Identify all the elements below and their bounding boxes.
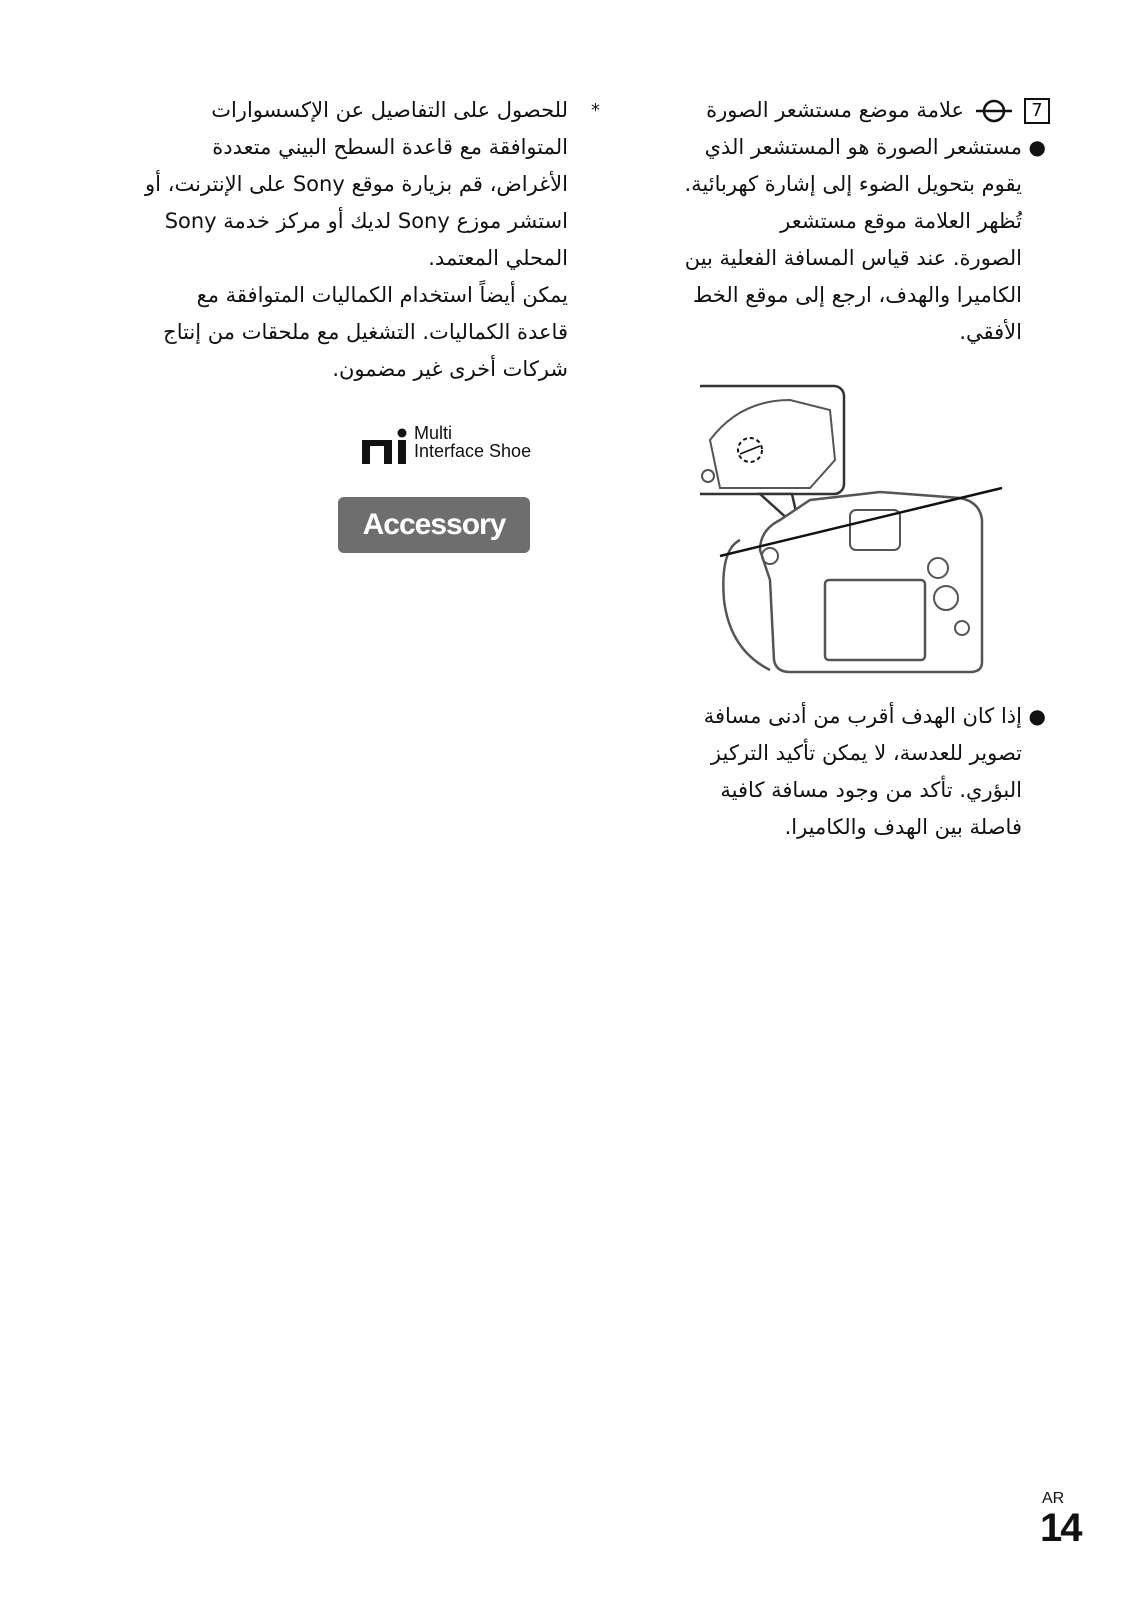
item-number: 7 xyxy=(1024,98,1050,124)
image-sensor-mark-icon xyxy=(976,99,1012,123)
right-column-lower xyxy=(620,698,1050,846)
footnote-line-4: استشر موزع Sony لديك أو مركز خدمة Sony xyxy=(164,209,568,233)
footnote xyxy=(118,92,600,388)
footnote-line-7: قاعدة الكماليات. التشغيل مع ملحقات من إنتاج xyxy=(163,320,568,344)
mi-logo-line-1: Multi xyxy=(414,423,453,443)
mi-logo-text xyxy=(414,424,531,460)
bullet-icon: ● xyxy=(1028,704,1046,728)
bullet-sensor-description xyxy=(620,129,1050,351)
item-title: علامة موضع مستشعر الصورة xyxy=(706,98,964,122)
mi-logo-line-2: Interface Shoe xyxy=(414,441,532,461)
footnote-line-6: يمكن أيضاً استخدام الكماليات المتوافقة مع xyxy=(196,283,568,307)
camera-illustration xyxy=(700,380,1006,684)
bullet1-line-6: الأفقي. xyxy=(959,320,1022,344)
bullet-icon: ● xyxy=(1028,135,1046,159)
footnote-line-1: للحصول على التفاصيل عن الإكسسوارات xyxy=(211,98,568,122)
bullet2-line-4: فاصلة بين الهدف والكاميرا. xyxy=(784,815,1022,839)
bullet-minimum-distance xyxy=(620,698,1050,846)
bullet1-line-4: الصورة. عند قياس المسافة الفعلية بين xyxy=(684,246,1022,270)
page-language: AR xyxy=(1042,1490,1065,1507)
bullet2-line-1: إذا كان الهدف أقرب من أدنى مسافة xyxy=(703,704,1022,728)
bullet2-line-2: تصوير للعدسة، لا يمكن تأكيد التركيز xyxy=(710,741,1022,765)
right-column xyxy=(620,92,1050,351)
bullet1-line-1: مستشعر الصورة هو المستشعر الذي xyxy=(704,135,1022,159)
footnote-line-3: الأغراض، قم بزيارة موقع Sony على الإنترنت، أو xyxy=(145,172,568,196)
item-heading xyxy=(620,92,1050,129)
bullet1-line-2: يقوم بتحويل الضوء إلى إشارة كهربائية. xyxy=(684,172,1022,196)
bullet1-line-3: تُظهر العلامة موقع مستشعر xyxy=(780,209,1022,233)
page-number: 14 xyxy=(1040,1506,1081,1550)
left-column xyxy=(118,92,600,388)
footnote-line-2: المتوافقة مع قاعدة السطح البيني متعددة xyxy=(212,135,568,159)
accessory-shoe-logo: Accessory Shoe xyxy=(338,497,530,553)
footnote-asterisk: * xyxy=(591,100,600,121)
footnote-line-5: المحلي المعتمد. xyxy=(428,246,568,270)
bullet2-line-3: البؤري. تأكد من وجود مسافة كافية xyxy=(720,778,1022,802)
mi-logo-icon xyxy=(362,428,412,466)
multi-interface-shoe-logo xyxy=(362,424,532,468)
footnote-line-8: شركات أخرى غير مضمون. xyxy=(332,357,568,381)
bullet1-line-5: الكاميرا والهدف، ارجع إلى موقع الخط xyxy=(692,283,1022,307)
